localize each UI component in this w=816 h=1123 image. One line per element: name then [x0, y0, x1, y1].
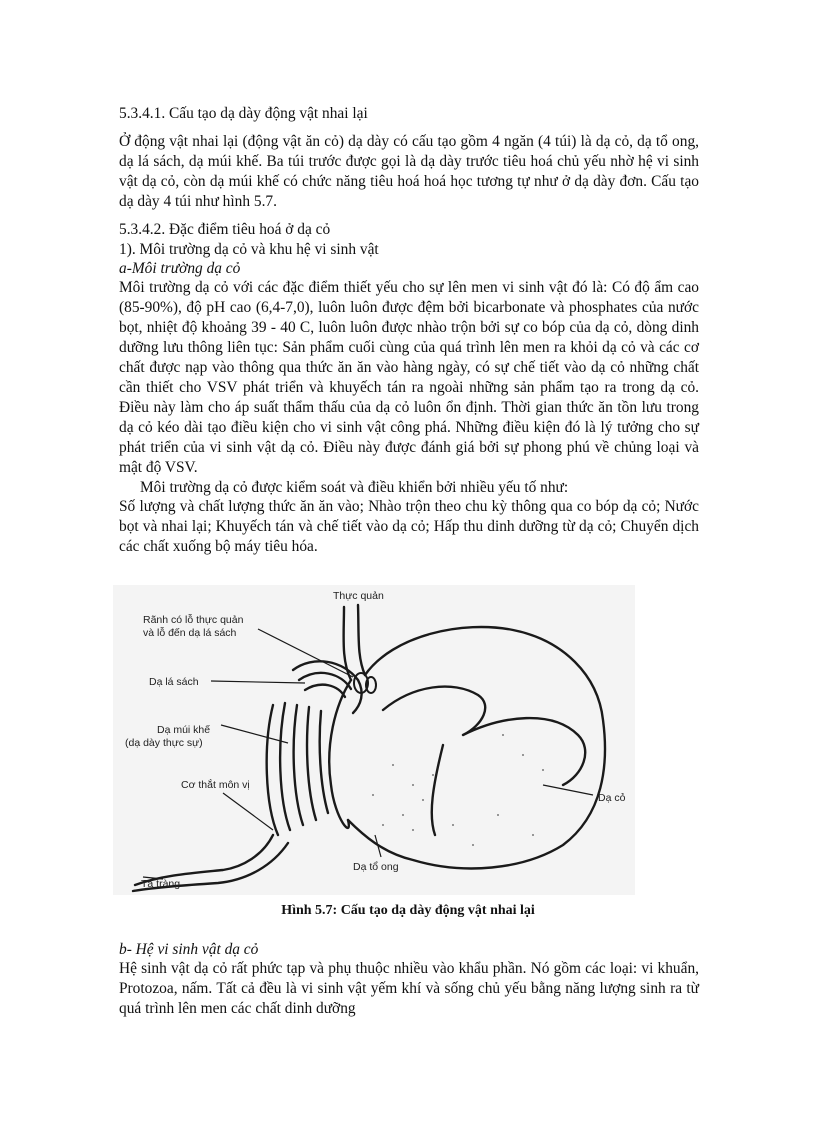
subsection-a-title: a-Môi trường dạ cỏ — [119, 260, 241, 277]
label-reticulum: Dạ tổ ong — [353, 861, 399, 873]
section-heading-5-3-4-1: 5.3.4.1. Cấu tạo dạ dày động vật nhai lại — [119, 105, 368, 122]
figure-caption: Hình 5.7: Cấu tạo dạ dày động vật nhai lại — [281, 903, 535, 918]
paragraph-control-factors-list: Số lượng và chất lượng thức ăn ăn vào; Nhào trộn theo chu kỳ thông qua co bóp dạ cỏ; Nước bọt và nhai lại; Khuyếch tán và chế tiết vào dạ cỏ; Hấp thu dinh dưỡng từ dạ cỏ; Chuyển dịch các chất xuống bộ máy tiêu hóa. — [119, 498, 699, 555]
label-groove-line-2: và lỗ đến dạ lá sách — [143, 627, 237, 639]
subsection-b-title: b- Hệ vi sinh vật dạ cỏ — [119, 941, 259, 958]
label-abomasum-line-2: (dạ dày thực sự) — [125, 737, 203, 749]
label-abomasum-line-1: Dạ múi khế — [157, 724, 211, 736]
paragraph-control-factors-intro: Môi trường dạ cỏ được kiểm soát và điều khiển bởi nhiều yếu tố như: — [140, 479, 569, 496]
section-heading-5-3-4-2: 5.3.4.2. Đặc điểm tiêu hoá ở dạ cỏ — [119, 221, 331, 238]
paragraph-rumen-conditions: Môi trường dạ cỏ với các đặc điểm thiết yếu cho sự lên men vi sinh vật đó là: Có độ ẩm cao (85-90%), độ pH cao (6,4-7,0), luôn luôn được đệm bởi bicarbonate và phosphates của nước bọt, nhiệt độ khoảng 39 - 40 C, luôn luôn được nhào trộn bởi sự co bóp của dạ cỏ, dòng dinh dưỡng lưu thông liên tục: Sản phẩm cuối cùng của quá trình lên men ra khỏi dạ cỏ và các cơ chất được nạp vào thông qua thức ăn ăn vào hàng ngày, có sự chế tiết vào dạ cỏ những chất cần thiết cho VSV phát triển và khuyếch tán ra ngoài những sản phẩm tạo ra trong dạ cỏ. Điều này làm cho áp suất thẩm thấu của dạ cỏ luôn ổn định. Thời gian thức ăn tồn lưu trong dạ cỏ kéo dài tạo điều kiện cho vi sinh vật công phá. Những điều kiện đó là lý tưởng cho sự phát triển của vi sinh vật dạ cỏ. Điều này được đánh giá bởi sự phong phú về chủng loại và mật độ VSV. — [119, 279, 699, 476]
paragraph-rumen-microbes: Hệ sinh vật dạ cỏ rất phức tạp và phụ thuộc nhiều vào khẩu phần. Nó gồm các loại: vi khuẩn, Protozoa, nấm. Tất cả đều là vi sinh vật yếm khí và sống chủ yếu bằng năng lượng sinh ra từ quá trình lên men các chất dinh dưỡng — [119, 960, 699, 1017]
label-groove-line-1: Rãnh có lỗ thực quản — [143, 614, 244, 626]
label-omasum: Dạ lá sách — [149, 676, 199, 688]
paragraph-stomach-structure: Ở động vật nhai lại (động vật ăn cỏ) dạ dày có cấu tạo gồm 4 ngăn (4 túi) là dạ cỏ, dạ tổ ong, dạ lá sách, dạ múi khế. Ba túi trước được gọi là dạ dày trước tiêu hoá chủ yếu nhờ hệ vi sinh vật dạ cỏ, còn dạ múi khế có chức năng tiêu hoá hoá học tương tự như ở dạ dày đơn. Cấu tạo dạ dày 4 túi như hình 5.7. — [119, 133, 699, 210]
subheading-rumen-environment: 1). Môi trường dạ cỏ và khu hệ vi sinh vật — [119, 241, 379, 258]
label-pylorus: Cơ thắt môn vị — [181, 779, 250, 791]
label-duodenum: Tá tràng — [141, 878, 181, 890]
label-rumen: Dạ cỏ — [598, 792, 626, 804]
stomach-diagram — [113, 585, 635, 895]
label-esophagus: Thực quản — [333, 590, 384, 602]
